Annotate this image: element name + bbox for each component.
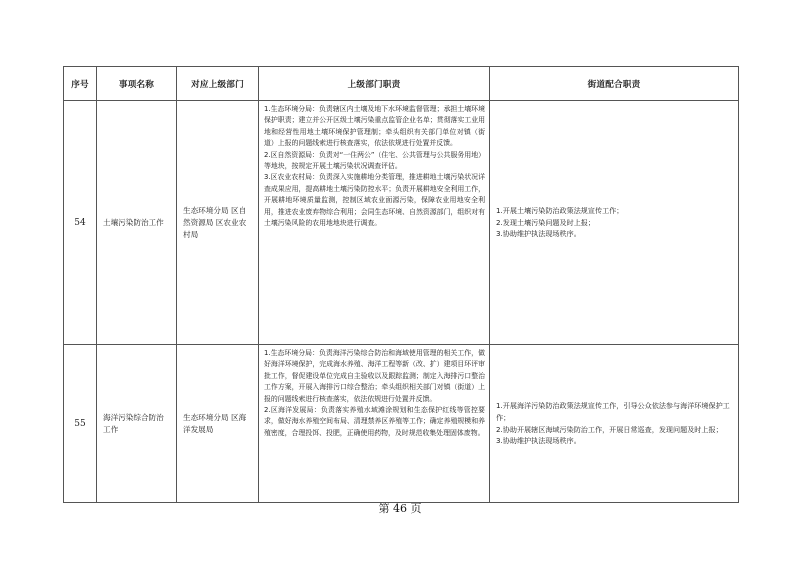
table-header-row bbox=[64, 67, 739, 101]
header-no: 序号 bbox=[64, 67, 97, 101]
item-name: 海洋污染综合防治工作 bbox=[97, 345, 177, 503]
sub-duty-line: 3.协助维护执法现场秩序。 bbox=[496, 436, 581, 446]
duty-table bbox=[63, 66, 739, 503]
duty-line: 2.区自然资源局：负责对“一住两公”（住宅、公共管理与公共服务用地）等地块，按规定开展土壤污染状况调查评估。 bbox=[264, 150, 485, 171]
item-name: 土壤污染防治工作 bbox=[97, 101, 177, 345]
superior-department: 生态环境分局 区自然资源局 区农业农村局 bbox=[177, 101, 259, 345]
duty-line: 1.生态环境分局：负责海洋污染综合防治和海域使用管理的相关工作，做好海洋环境保护，完成海水养殖、海洋工程等新（改、扩）建项目环评审批工作，督促建设单位完成自主验收以及跟踪监测；制定入海排污口整治工作方案，开展入海排污口综合整治；牵头组织相关部门对镇（街道）上报的问题线索进行核查落实，依法依规进行处置并反馈。 bbox=[264, 349, 485, 403]
sub-duty-line: 1.开展海洋污染防治政策法规宣传工作，引导公众依法参与海洋环境保护工作； bbox=[496, 401, 730, 422]
street-duties bbox=[490, 101, 739, 345]
superior-duties bbox=[259, 345, 490, 503]
duty-line: 1.生态环境分局：负责辖区内土壤及地下水环境监督管理；承担土壤环境保护职责；建立并公开区级土壤污染重点监管企业名单；贯彻落实工业用地和经营性用地土壤环境保护管理制；牵头组织有关部门单位对镇（街道）上报的问题线索进行核查落实，依法依规进行处置并反馈。 bbox=[264, 105, 485, 148]
superior-department: 生态环境分局 区海洋发展局 bbox=[177, 345, 259, 503]
row-number: 55 bbox=[64, 345, 97, 503]
table-row bbox=[64, 345, 739, 503]
header-dept: 对应上级部门 bbox=[177, 67, 259, 101]
table-row bbox=[64, 101, 739, 345]
sub-duty-line: 1.开展土壤污染防治政策法规宣传工作； bbox=[496, 206, 624, 216]
superior-duties bbox=[259, 101, 490, 345]
street-duties bbox=[490, 345, 739, 503]
row-number: 54 bbox=[64, 101, 97, 345]
sub-duty-line: 2.协助开展辖区海域污染防治工作，开展日常巡查，发现问题及时上报； bbox=[496, 424, 723, 434]
header-sub: 街道配合职责 bbox=[490, 67, 739, 101]
header-duty: 上级部门职责 bbox=[259, 67, 490, 101]
header-name: 事项名称 bbox=[97, 67, 177, 101]
sub-duty-line: 2.发现土壤污染问题及时上报； bbox=[496, 217, 595, 227]
duty-line: 3.区农业农村局：负责深入实施耕地分类管理，推进耕地土壤污染状况详查成果应用，提高耕地土壤污染防控水平；负责开展耕地安全利用工作，开展耕地环境质量监测，控制区域农业面源污染，保障农业用地安全利用，推进农业废弃物综合利用；会同生态环境、自然资源部门，组织对有土壤污染风险的农用地地块进行调查。 bbox=[264, 173, 485, 228]
page-number: 第 46 页 bbox=[378, 502, 422, 515]
sub-duty-line: 3.协助维护执法现场秩序。 bbox=[496, 229, 581, 239]
duty-line: 2.区海洋发展局：负责落实养殖水域滩涂规划和生态保护红线等管控要求，做好海水养殖空间布局、清理禁养区养殖等工作；确定养殖规模和养殖密度，合理投饵、投肥，正确使用药物，及时规范收集处理固体废物。 bbox=[264, 406, 485, 437]
